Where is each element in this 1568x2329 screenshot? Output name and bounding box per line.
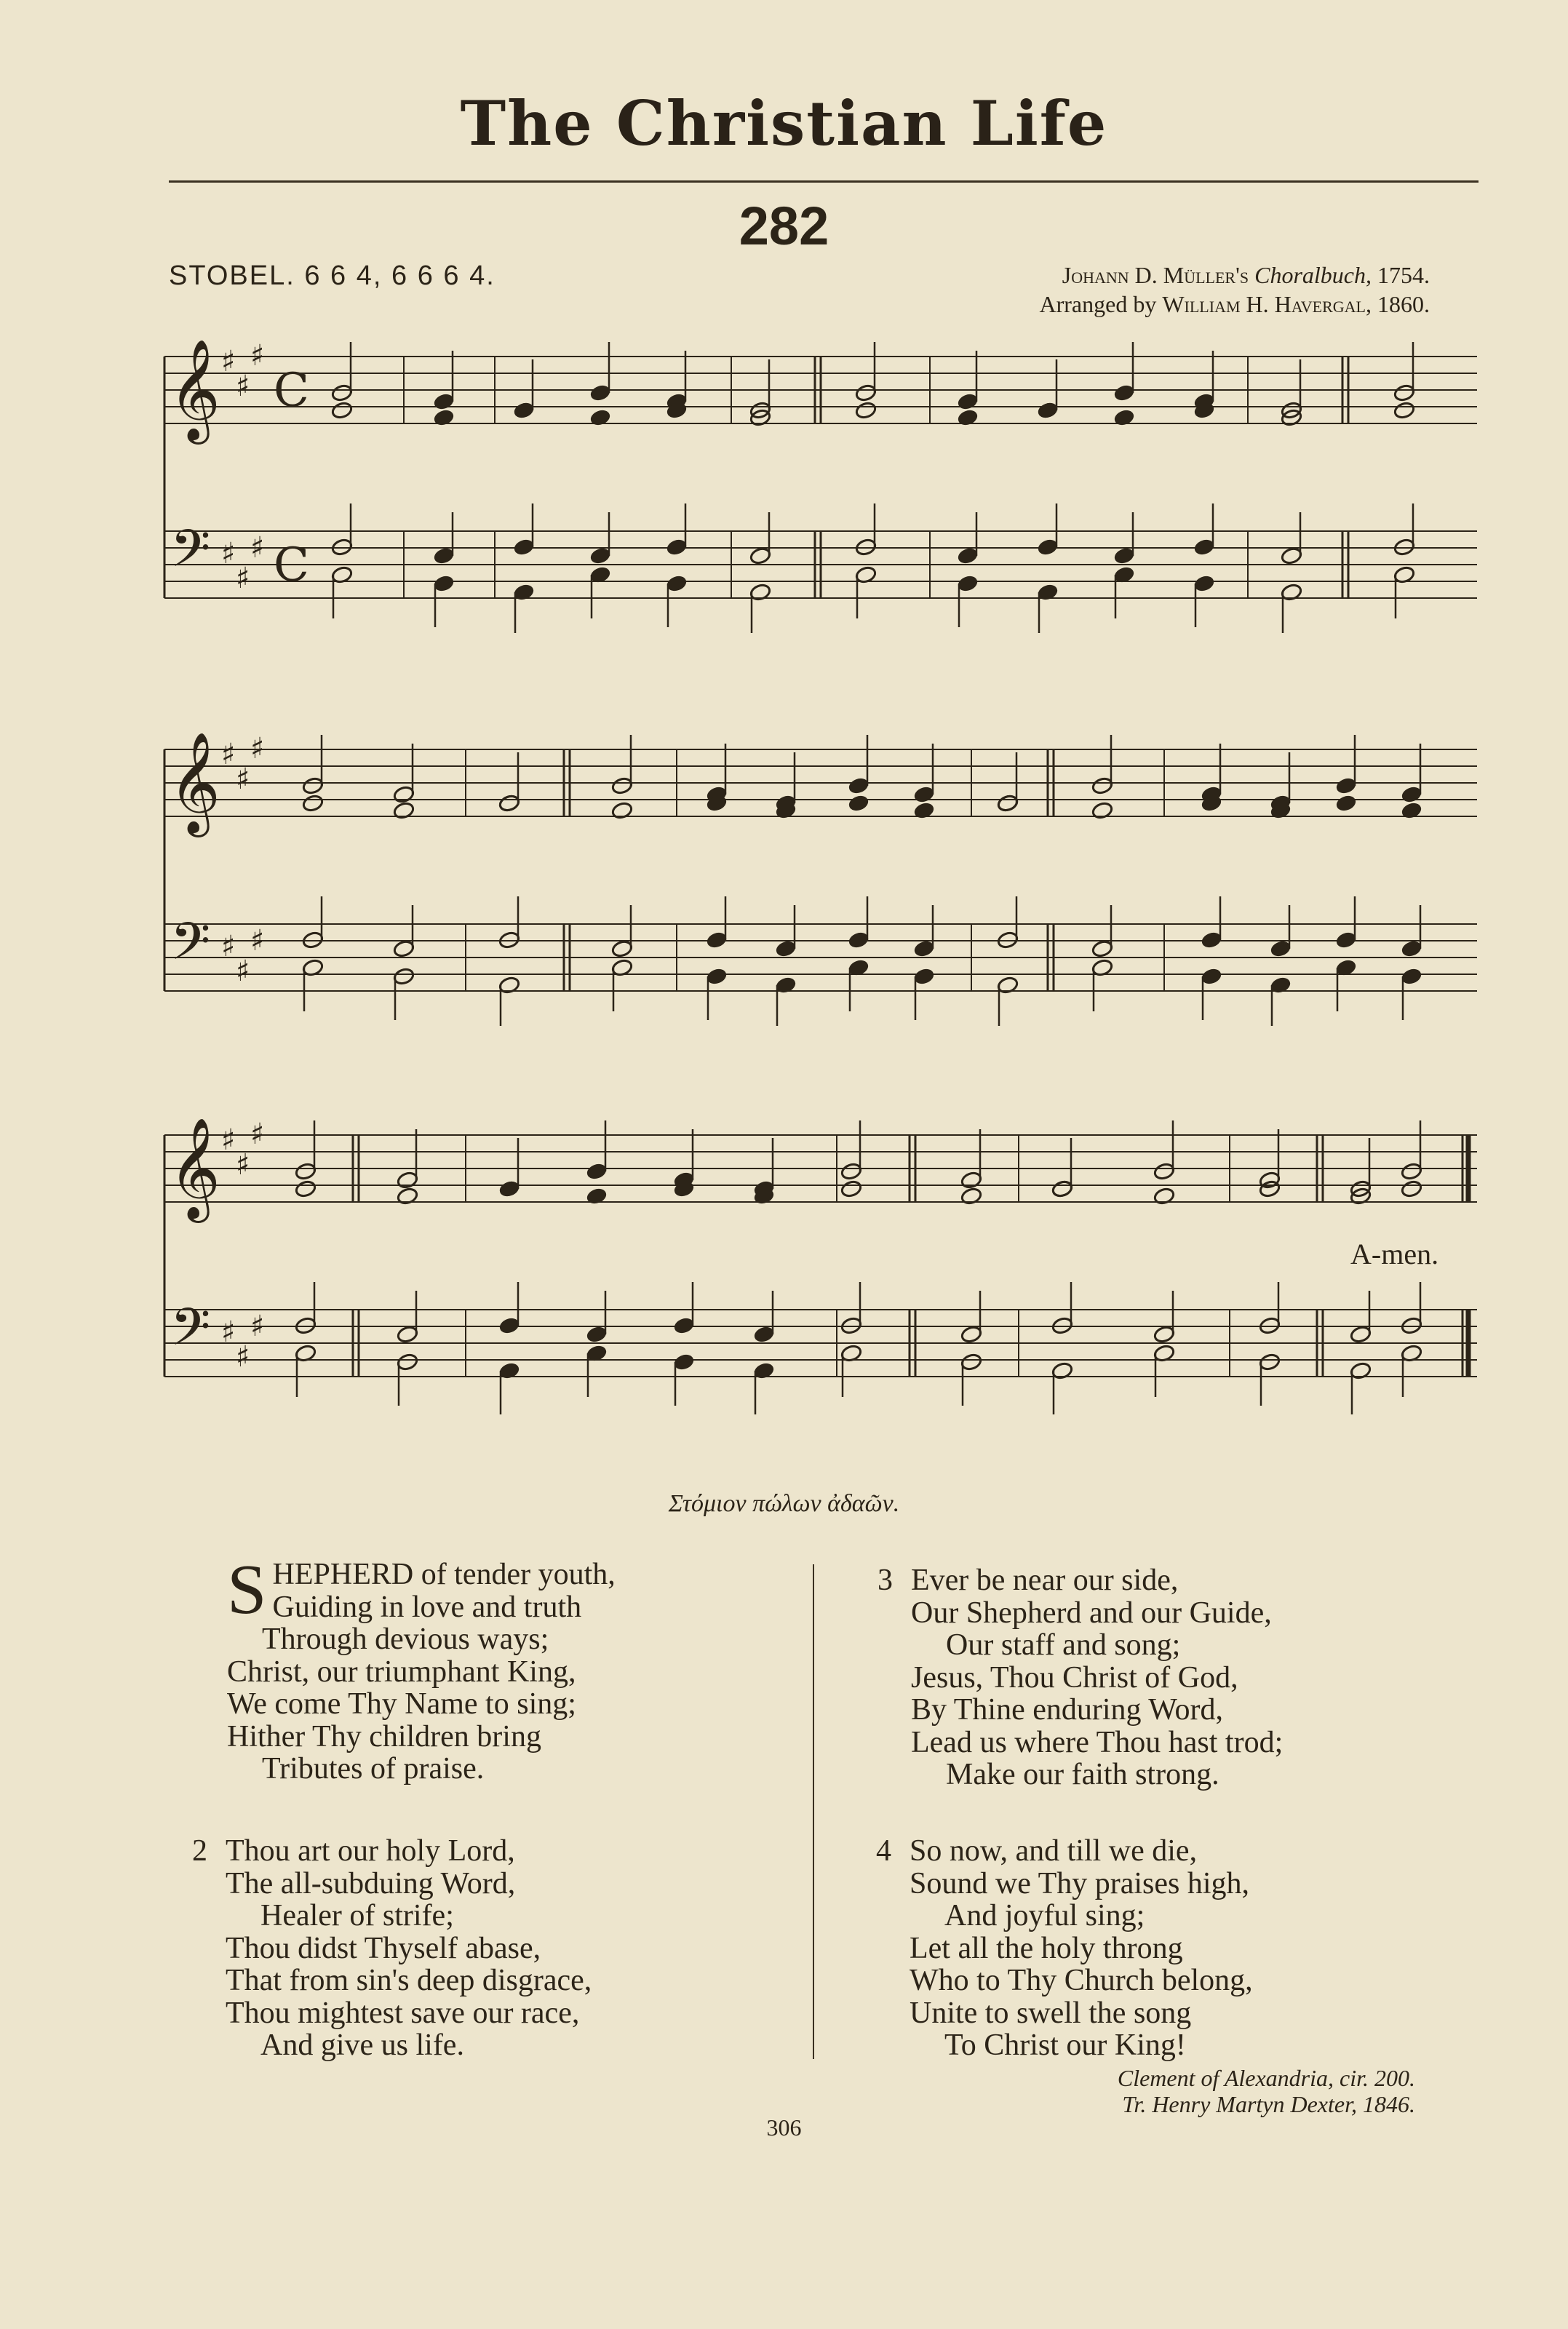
bass-note	[673, 1353, 696, 1371]
treble-note	[960, 1171, 983, 1190]
bass-note	[706, 931, 728, 949]
key-sharp-icon: ♯	[250, 924, 265, 958]
bass-note	[749, 546, 772, 565]
stanza-line: And joyful sing;	[944, 1899, 1145, 1932]
key-sharp-icon: ♯	[236, 562, 250, 595]
treble-note	[498, 1179, 521, 1198]
bass-note	[673, 1316, 696, 1335]
bass-note	[1401, 967, 1423, 986]
bass-note	[1153, 1325, 1176, 1344]
treble-note	[1051, 1179, 1074, 1198]
bass-clef-icon: 𝄢	[170, 912, 211, 984]
translator-credit: Tr. Henry Martyn Dexter, 1846.	[1122, 2091, 1415, 2117]
treble-note	[586, 1162, 608, 1181]
music-system-2	[0, 706, 1568, 1026]
bass-note	[397, 1353, 419, 1371]
arranger-name: William H. Havergal,	[1162, 291, 1372, 317]
bass-note	[1270, 939, 1292, 958]
key-sharp-icon: ♯	[250, 1310, 265, 1343]
treble-note	[957, 408, 979, 427]
bass-note	[498, 1361, 521, 1380]
stanza-number: 3	[877, 1564, 893, 1597]
treble-clef-icon: 𝄞	[169, 339, 220, 440]
treble-note	[1393, 401, 1416, 420]
bass-note	[666, 574, 688, 593]
bass-note	[753, 1361, 776, 1380]
stanza-2	[192, 1834, 779, 2062]
treble-note	[913, 785, 936, 804]
treble-note	[840, 1162, 863, 1181]
author-credit: Clement of Alexandria, cir. 200.	[1117, 2065, 1415, 2091]
stanza-line: By Thine enduring Word,	[911, 1693, 1224, 1727]
stanza-line: Make our faith strong.	[946, 1758, 1219, 1791]
stanza-line: The all-subduing Word,	[226, 1866, 516, 1900]
tune-name-meter: STOBEL. 6 6 4, 6 6 6 4.	[169, 260, 496, 291]
treble-note	[1113, 383, 1136, 402]
column-divider	[813, 1564, 814, 2059]
treble-note	[611, 776, 634, 795]
bass-note	[611, 939, 634, 958]
bass-note	[397, 1325, 419, 1344]
greek-caption: Στόμιον πώλων ἀδαῶν.	[668, 1490, 900, 1517]
composer-year: 1754.	[1377, 262, 1430, 288]
treble-note	[1401, 785, 1423, 804]
bass-note	[666, 538, 688, 557]
treble-note	[589, 408, 612, 427]
treble-note	[855, 401, 877, 420]
treble-note	[1153, 1187, 1176, 1206]
stanza-line: Ever be near our side,	[911, 1564, 1179, 1597]
hymn-number: 282	[739, 196, 829, 256]
key-sharp-icon: ♯	[250, 339, 265, 373]
treble-note	[1113, 408, 1136, 427]
time-signature: C	[274, 538, 309, 592]
arranger-year: 1860.	[1377, 291, 1430, 317]
arranger-prefix: Arranged by	[1039, 291, 1157, 317]
stanza-1	[227, 1550, 780, 1785]
treble-note	[855, 383, 877, 402]
bass-note	[706, 967, 728, 986]
bass-note	[1335, 931, 1358, 949]
treble-note	[1401, 1179, 1423, 1198]
treble-note	[848, 776, 870, 795]
stanza-line: HEPHERD of tender youth,	[272, 1558, 616, 1591]
stanza-line: So now, and till we die,	[910, 1834, 1198, 1868]
bass-note	[1113, 546, 1136, 565]
treble-note	[397, 1171, 419, 1190]
bass-note	[960, 1325, 983, 1344]
bass-note	[393, 967, 415, 986]
bass-note	[848, 931, 870, 949]
bass-note	[1193, 538, 1216, 557]
composer-name: Johann D. Müller's	[1062, 262, 1249, 288]
bass-note	[393, 939, 415, 958]
stanza-line: To Christ our King!	[944, 2029, 1186, 2062]
treble-note	[513, 401, 536, 420]
treble-note	[302, 776, 325, 795]
treble-note	[302, 794, 325, 813]
bass-note	[1270, 976, 1292, 995]
stanza-line: Sound we Thy praises high,	[910, 1866, 1250, 1900]
stanza-line: Healer of strife;	[260, 1899, 454, 1932]
bass-note	[513, 538, 536, 557]
treble-note	[1335, 794, 1358, 813]
key-sharp-icon: ♯	[250, 531, 265, 565]
stanza-line: Hither Thy children bring	[227, 1719, 541, 1753]
treble-note	[1091, 776, 1114, 795]
music-system-1	[0, 313, 1568, 633]
treble-note	[1091, 801, 1114, 820]
title-rule	[169, 180, 1479, 183]
bass-note	[433, 574, 455, 593]
key-sharp-icon: ♯	[221, 537, 236, 570]
stanza-4	[876, 1834, 1462, 2062]
amen-lyric: A-men.	[1350, 1238, 1439, 1270]
key-sharp-icon: ♯	[250, 732, 265, 765]
bass-note	[997, 976, 1019, 995]
treble-note	[848, 794, 870, 813]
bass-note	[753, 1325, 776, 1344]
stanza-number: 2	[192, 1834, 207, 1868]
dropcap-letter: S	[227, 1550, 267, 1629]
treble-note	[295, 1179, 317, 1198]
text-credits	[1118, 2065, 1415, 2117]
treble-note	[960, 1187, 983, 1206]
stanza-line: Thou didst Thyself abase,	[226, 1931, 541, 1965]
section-title: The Christian Life	[460, 87, 1108, 159]
treble-note	[393, 801, 415, 820]
bass-note	[586, 1325, 608, 1344]
treble-note	[957, 392, 979, 411]
bass-note	[1281, 546, 1303, 565]
bass-note	[1281, 583, 1303, 602]
bass-note	[1350, 1361, 1372, 1380]
bass-note	[1051, 1361, 1074, 1380]
bass-note	[960, 1353, 983, 1371]
bass-note	[589, 546, 612, 565]
bass-note	[1401, 939, 1423, 958]
stanza-line: Who to Thy Church belong,	[910, 1964, 1253, 1997]
bass-note	[957, 546, 979, 565]
stanza-3	[877, 1564, 1464, 1791]
treble-note	[586, 1187, 608, 1206]
stanza-line: Through devious ways;	[262, 1623, 549, 1656]
bass-note	[1037, 538, 1059, 557]
stanza-line: Our Shepherd and our Guide,	[911, 1596, 1272, 1630]
bass-note	[913, 939, 936, 958]
stanza-line: Thou mightest save our race,	[226, 1996, 580, 2030]
treble-note	[997, 794, 1019, 813]
key-sharp-icon: ♯	[221, 1123, 236, 1157]
bass-note	[913, 967, 936, 986]
bass-note	[1201, 931, 1223, 949]
stanza-line: We come Thy Name to sing;	[227, 1687, 576, 1721]
treble-note	[1393, 383, 1416, 402]
key-sharp-icon: ♯	[221, 1315, 236, 1349]
key-sharp-icon: ♯	[250, 1118, 265, 1151]
treble-note	[840, 1179, 863, 1198]
treble-note	[1335, 776, 1358, 795]
stanza-line: That from sin's deep disgrace,	[226, 1964, 592, 1997]
bass-note	[1091, 939, 1114, 958]
treble-note	[1153, 1162, 1176, 1181]
bass-clef-icon: 𝄢	[170, 1297, 211, 1370]
treble-note	[433, 392, 455, 411]
stanza-line: Jesus, Thou Christ of God,	[911, 1660, 1238, 1695]
key-sharp-icon: ♯	[236, 1148, 250, 1182]
key-sharp-icon: ♯	[221, 738, 236, 771]
bass-note	[498, 976, 521, 995]
page-number: 306	[766, 2114, 802, 2141]
stanza-line: And give us life.	[260, 2029, 464, 2062]
key-sharp-icon: ♯	[236, 955, 250, 988]
treble-note	[498, 794, 521, 813]
treble-note	[1037, 401, 1059, 420]
bass-note	[1193, 574, 1216, 593]
music-system-3	[0, 1091, 1568, 1441]
treble-note	[611, 801, 634, 820]
bass-note	[498, 1316, 521, 1335]
stanza-line: Christ, our triumphant King,	[227, 1655, 576, 1689]
bass-note	[957, 574, 979, 593]
time-signature: C	[274, 364, 309, 418]
bass-note	[1350, 1325, 1372, 1344]
bass-note	[1201, 967, 1223, 986]
stanza-line: Lead us where Thou hast trod;	[911, 1725, 1284, 1759]
stanza-line: Let all the holy throng	[910, 1931, 1183, 1965]
stanza-number: 4	[876, 1834, 891, 1868]
treble-clef-icon: 𝄞	[169, 1118, 220, 1219]
composer-source: Choralbuch,	[1254, 262, 1372, 288]
bass-note	[1259, 1353, 1281, 1371]
treble-note	[1401, 801, 1423, 820]
bass-note	[433, 546, 455, 565]
key-sharp-icon: ♯	[221, 345, 236, 378]
bass-note	[1037, 583, 1059, 602]
stanza-line: Guiding in love and truth	[272, 1590, 582, 1624]
key-sharp-icon: ♯	[236, 763, 250, 796]
treble-note	[331, 383, 354, 402]
treble-note	[393, 785, 415, 804]
key-sharp-icon: ♯	[236, 370, 250, 403]
bass-note	[749, 583, 772, 602]
treble-note	[433, 408, 455, 427]
treble-note	[295, 1162, 317, 1181]
treble-clef-icon: 𝄞	[169, 732, 220, 833]
key-sharp-icon: ♯	[221, 930, 236, 963]
bass-clef-icon: 𝄢	[170, 519, 211, 592]
stanza-line: Thou art our holy Lord,	[226, 1834, 515, 1868]
stanza-line: Unite to swell the song	[910, 1996, 1192, 2030]
stanza-line: Tributes of praise.	[262, 1752, 485, 1785]
bass-note	[775, 939, 797, 958]
treble-note	[913, 801, 936, 820]
treble-note	[589, 383, 612, 402]
treble-note	[331, 401, 354, 420]
bass-note	[513, 583, 536, 602]
stanza-line: Our staff and song;	[946, 1628, 1181, 1662]
composer-credit	[1040, 260, 1430, 319]
bass-note	[775, 976, 797, 995]
treble-note	[1401, 1162, 1423, 1181]
key-sharp-icon: ♯	[236, 1340, 250, 1374]
treble-note	[397, 1187, 419, 1206]
